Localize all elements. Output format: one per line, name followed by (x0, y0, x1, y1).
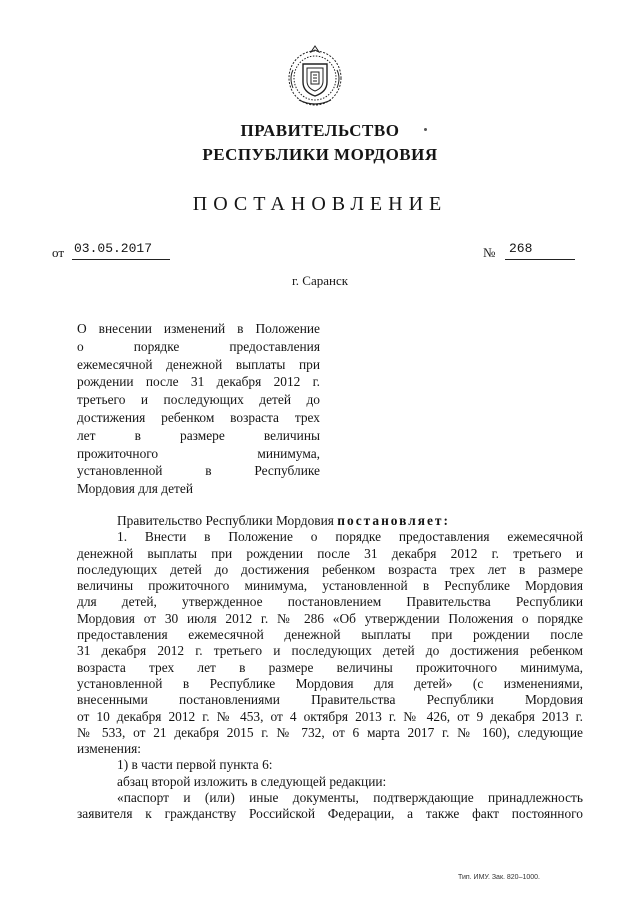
number-prefix: № (483, 245, 496, 260)
paragraph-line: изменения: (77, 741, 142, 757)
government-name-line2: РЕСПУБЛИКИ МОРДОВИЯ (202, 145, 438, 164)
government-name-line1: ПРАВИТЕЛЬСТВО (240, 121, 400, 140)
title-line: О внесении изменений в Положение (77, 321, 320, 336)
paragraph-line: внесенными постановлениями Правительства Республики Мордовия (77, 692, 583, 708)
title-line: достижения ребенком возраста трех (77, 409, 320, 425)
number-value: 268 (505, 241, 575, 260)
stray-dot (424, 128, 427, 131)
title-line: прожиточного минимума, (77, 445, 320, 461)
paragraph-line: 31 декабря 2012 г. третьего и последующих детей до достижения ребенком (77, 643, 583, 659)
intro-line (77, 513, 583, 529)
paragraph-line: 1. Внести в Положение о порядке предоставления ежемесячной (117, 529, 583, 545)
item-line: абзац второй изложить в следующей редакции: (117, 773, 387, 789)
paragraph-line: денежной выплаты при рождении после 31 декабря 2012 г. третьего и (77, 545, 583, 561)
title-line: о порядке предоставления (77, 338, 320, 354)
paragraph-line: Мордовия от 30 июля 2012 г. № 286 «Об утверждении Положения о порядке (77, 610, 583, 626)
title-line: Мордовия для детей (77, 481, 194, 497)
paragraph-line: предоставления ежемесячной денежной выплаты при рождении после (77, 627, 583, 643)
quote-line: «паспорт и (или) иные документы, подтверждающие принадлежность (117, 790, 583, 806)
city-name: г. Саранск (291, 273, 349, 288)
date-value: 03.05.2017 (72, 241, 170, 260)
title-line: ежемесячной денежной выплаты при (77, 356, 320, 372)
title-line: рождении после 31 декабря 2012 г. (77, 374, 320, 390)
paragraph-line: № 533, от 21 декабря 2015 г. № 732, от 6 марта 2017 г. № 160), следующие (77, 724, 583, 740)
item-line: 1) в части первой пункта 6: (117, 757, 273, 773)
document-title (77, 320, 320, 498)
paragraph-line: возраста трех лет в размере величины прожиточного минимума, (77, 659, 583, 675)
paragraph-line: для детей, утвержденное постановлением Правительства Республики (77, 594, 583, 610)
date-prefix: от (52, 245, 65, 260)
title-line: установленной в Республике (77, 463, 320, 479)
print-info: Тип. ИМУ. Зак. 820–1000. (458, 874, 540, 881)
paragraph-line: последующих детей до достижения ребенком возраста трех лет в размере (77, 561, 583, 577)
document-body (77, 513, 583, 823)
coat-of-arms-emblem (285, 42, 345, 110)
intro-text: Правительство Республики Мордовия (117, 513, 334, 528)
paragraph-line: установленной в Республике Мордовия для детей» (с изменениями, (77, 675, 583, 691)
paragraph-line: величины прожиточного минимума, установленной в Республике Мордовия (77, 578, 583, 594)
paragraph-line: от 10 декабря 2012 г. № 453, от 4 октября 2013 г. № 426, от 9 декабря 2013 г. (77, 708, 583, 724)
document-type-heading: ПОСТАНОВЛЕНИЕ (192, 193, 448, 215)
decree-verb: постановляет: (337, 513, 450, 528)
title-line: третьего и последующих детей до (77, 392, 320, 408)
title-line: лет в размере величины (77, 427, 320, 443)
quote-line: заявителя к гражданству Российской Федерации, а также факт постоянного (77, 806, 583, 822)
